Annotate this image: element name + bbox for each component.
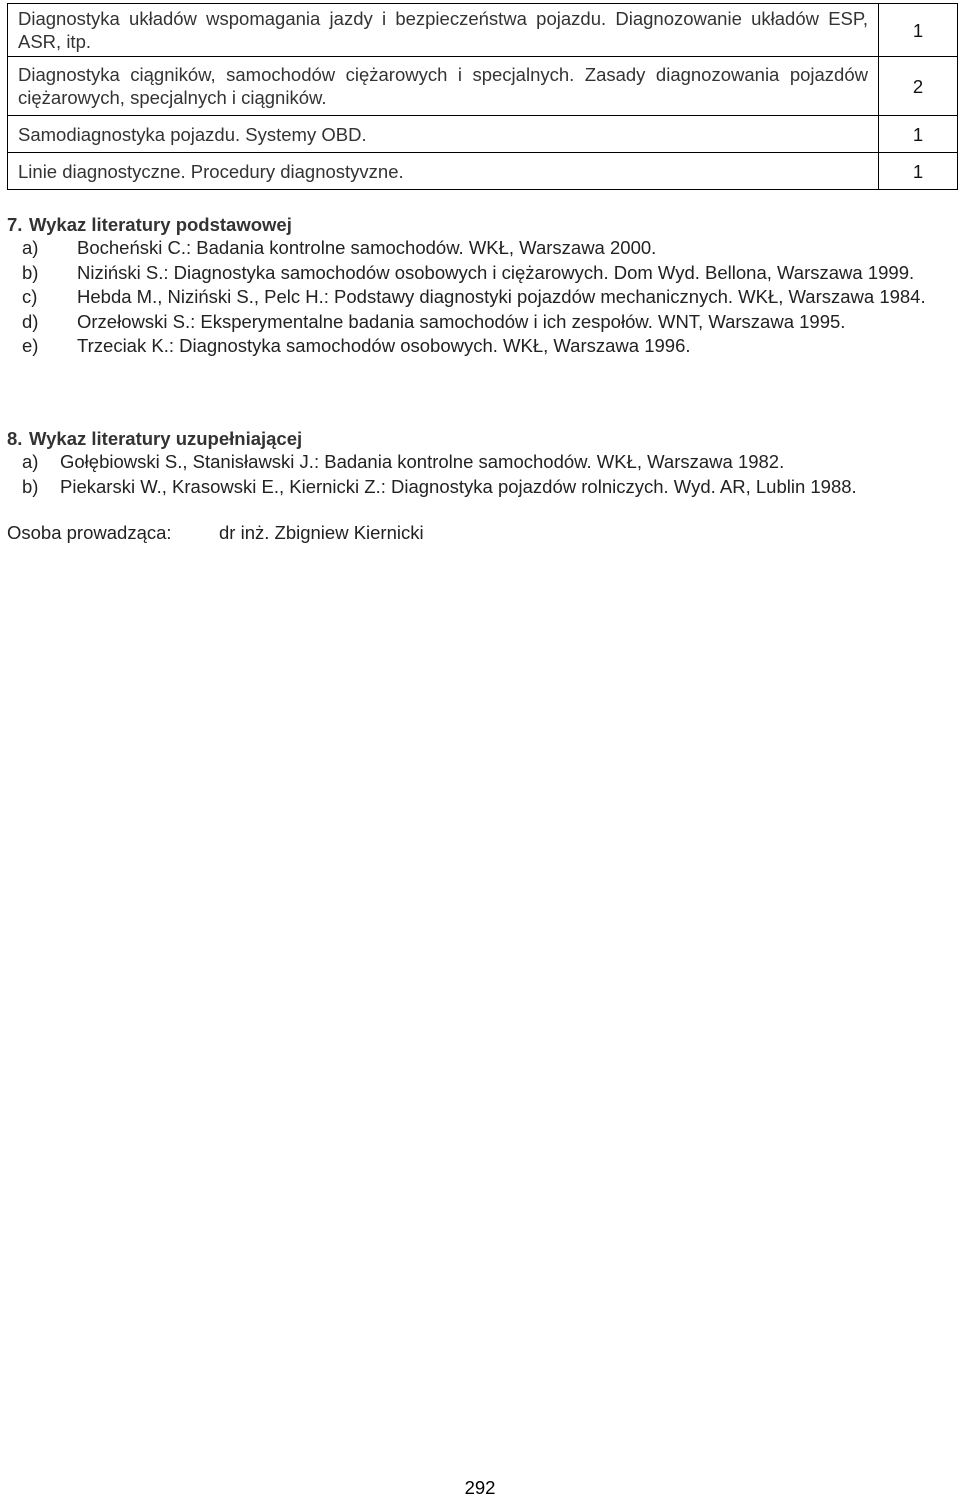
list-marker: a) xyxy=(22,451,39,472)
list-item-text: Niziński S.: Diagnostyka samochodów osobowych i ciężarowych. Dom Wyd. Bellona, Warszawa 1999. xyxy=(77,261,915,283)
lecturer-name: dr inż. Zbigniew Kiernicki xyxy=(219,522,424,543)
list-item xyxy=(7,261,952,286)
page-number: 292 xyxy=(464,1477,496,1498)
topics-table xyxy=(7,3,958,190)
topic-row xyxy=(8,4,958,57)
lecturer-line xyxy=(7,521,424,544)
hours-cell: 1 xyxy=(879,116,958,153)
list-marker: a) xyxy=(22,237,39,258)
topic-row xyxy=(8,153,958,190)
hours-cell: 1 xyxy=(879,4,958,57)
list-marker: b) xyxy=(22,261,39,283)
section-number: 8. xyxy=(7,428,23,449)
list-marker: b) xyxy=(22,475,39,497)
hours-cell: 2 xyxy=(879,57,958,116)
list-item-text: Hebda M., Niziński S., Pelc H.: Podstawy diagnostyki pojazdów mechanicznych. WKŁ, Warszawa 1984. xyxy=(77,286,926,307)
section-title: Wykaz literatury uzupełniającej xyxy=(29,428,303,449)
list-item xyxy=(7,334,952,359)
section-number: 7. xyxy=(7,214,23,235)
list-item-text: Trzeciak K.: Diagnostyka samochodów osobowych. WKŁ, Warszawa 1996. xyxy=(77,335,691,356)
topic-row xyxy=(8,116,958,153)
list-item-text: Gołębiowski S., Stanisławski J.: Badania kontrolne samochodów. WKŁ, Warszawa 1982. xyxy=(60,451,785,472)
section-heading xyxy=(7,213,952,236)
topic-cell: Linie diagnostyczne. Procedury diagnostyvzne. xyxy=(8,153,879,190)
list-marker: d) xyxy=(22,310,39,332)
list-item-text: Bocheński C.: Badania kontrolne samochodów. WKŁ, Warszawa 2000. xyxy=(77,237,657,258)
literature-list xyxy=(7,236,952,359)
lecturer-label: Osoba prowadząca: xyxy=(7,522,172,543)
list-item xyxy=(7,310,952,335)
basic-literature-section xyxy=(7,213,952,359)
list-marker: e) xyxy=(22,335,39,356)
topic-cell: Samodiagnostyka pojazdu. Systemy OBD. xyxy=(8,116,879,153)
supplementary-literature-section xyxy=(7,427,952,499)
list-item-text: Piekarski W., Krasowski E., Kiernicki Z.: Diagnostyka pojazdów rolniczych. Wyd. AR, Lublin 1988. xyxy=(60,475,857,497)
list-item xyxy=(7,475,952,500)
topic-row xyxy=(8,57,958,116)
list-item xyxy=(7,236,952,261)
list-item xyxy=(7,285,952,310)
list-item xyxy=(7,450,952,475)
topic-cell: Diagnostyka ciągników, samochodów ciężarowych i specjalnych. Zasady diagnozowania pojazdów ciężarowych, specjalnych i ciągników. xyxy=(8,57,879,116)
literature-list xyxy=(7,450,952,499)
list-item-text: Orzełowski S.: Eksperymentalne badania samochodów i ich zespołów. WNT, Warszawa 1995. xyxy=(77,310,846,332)
hours-cell: 1 xyxy=(879,153,958,190)
section-title: Wykaz literatury podstawowej xyxy=(29,214,292,235)
section-heading xyxy=(7,427,952,450)
list-marker: c) xyxy=(22,286,38,307)
topic-cell: Diagnostyka układów wspomagania jazdy i bezpieczeństwa pojazdu. Diagnozowanie układów ESP, ASR, itp. xyxy=(8,4,879,57)
